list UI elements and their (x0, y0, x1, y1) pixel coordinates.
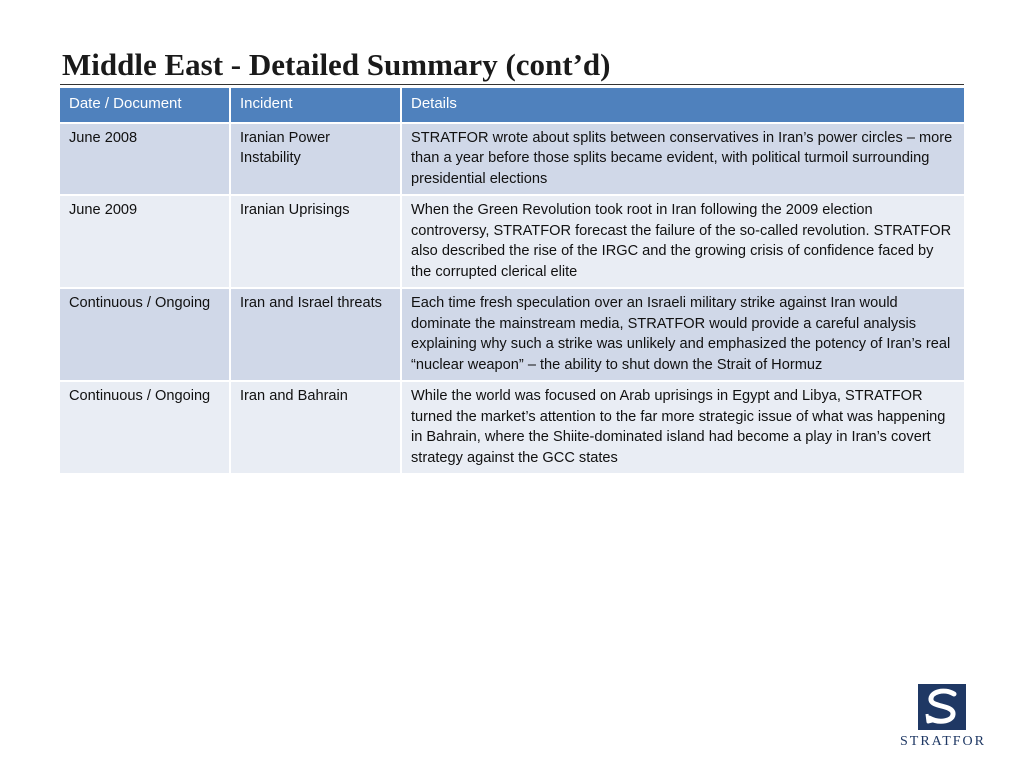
slide-title: Middle East - Detailed Summary (cont’d) (62, 47, 611, 82)
cell-details: When the Green Revolution took root in Iran following the 2009 election controversy, STRATFOR forecast the failure of the so-called revolution. STRATFOR also described the rise of the IRGC and the growing crisis of confidence faced by the corrupted clerical elite (401, 195, 964, 288)
cell-date: June 2008 (60, 123, 230, 196)
header-incident: Incident (230, 88, 401, 123)
table-row (60, 195, 964, 288)
stratfor-logo-text: STRATFOR (899, 734, 987, 749)
stratfor-logo (888, 684, 998, 754)
cell-incident: Iran and Bahrain (230, 381, 401, 473)
summary-table (60, 88, 964, 473)
cell-date: Continuous / Ongoing (60, 288, 230, 381)
header-details: Details (401, 88, 964, 123)
cell-details: While the world was focused on Arab uprisings in Egypt and Libya, STRATFOR turned the market’s attention to the far more strategic issue of what was happening in Bahrain, where the Shiite-dominated island had become a play in Iran’s covert strategy against the GCC states (401, 381, 964, 473)
cell-incident: Iran and Israel threats (230, 288, 401, 381)
table-row (60, 381, 964, 473)
cell-incident: Iranian Power Instability (230, 123, 401, 196)
cell-date: June 2009 (60, 195, 230, 288)
table-row (60, 123, 964, 196)
table-row (60, 288, 964, 381)
cell-details: STRATFOR wrote about splits between conservatives in Iran’s power circles – more than a year before those splits became evident, with political turmoil surrounding presidential elections (401, 123, 964, 196)
table-header-row (60, 88, 964, 123)
cell-details: Each time fresh speculation over an Israeli military strike against Iran would dominate the mainstream media, STRATFOR would provide a careful analysis explaining why such a strike was unlikely and emphasized the potency of Iran’s real “nuclear weapon” – the ability to shut down the Strait of Hormuz (401, 288, 964, 381)
stratfor-s-logo-icon (918, 684, 966, 730)
cell-date: Continuous / Ongoing (60, 381, 230, 473)
title-underline (60, 84, 964, 85)
header-date-document: Date / Document (60, 88, 230, 123)
cell-incident: Iranian Uprisings (230, 195, 401, 288)
